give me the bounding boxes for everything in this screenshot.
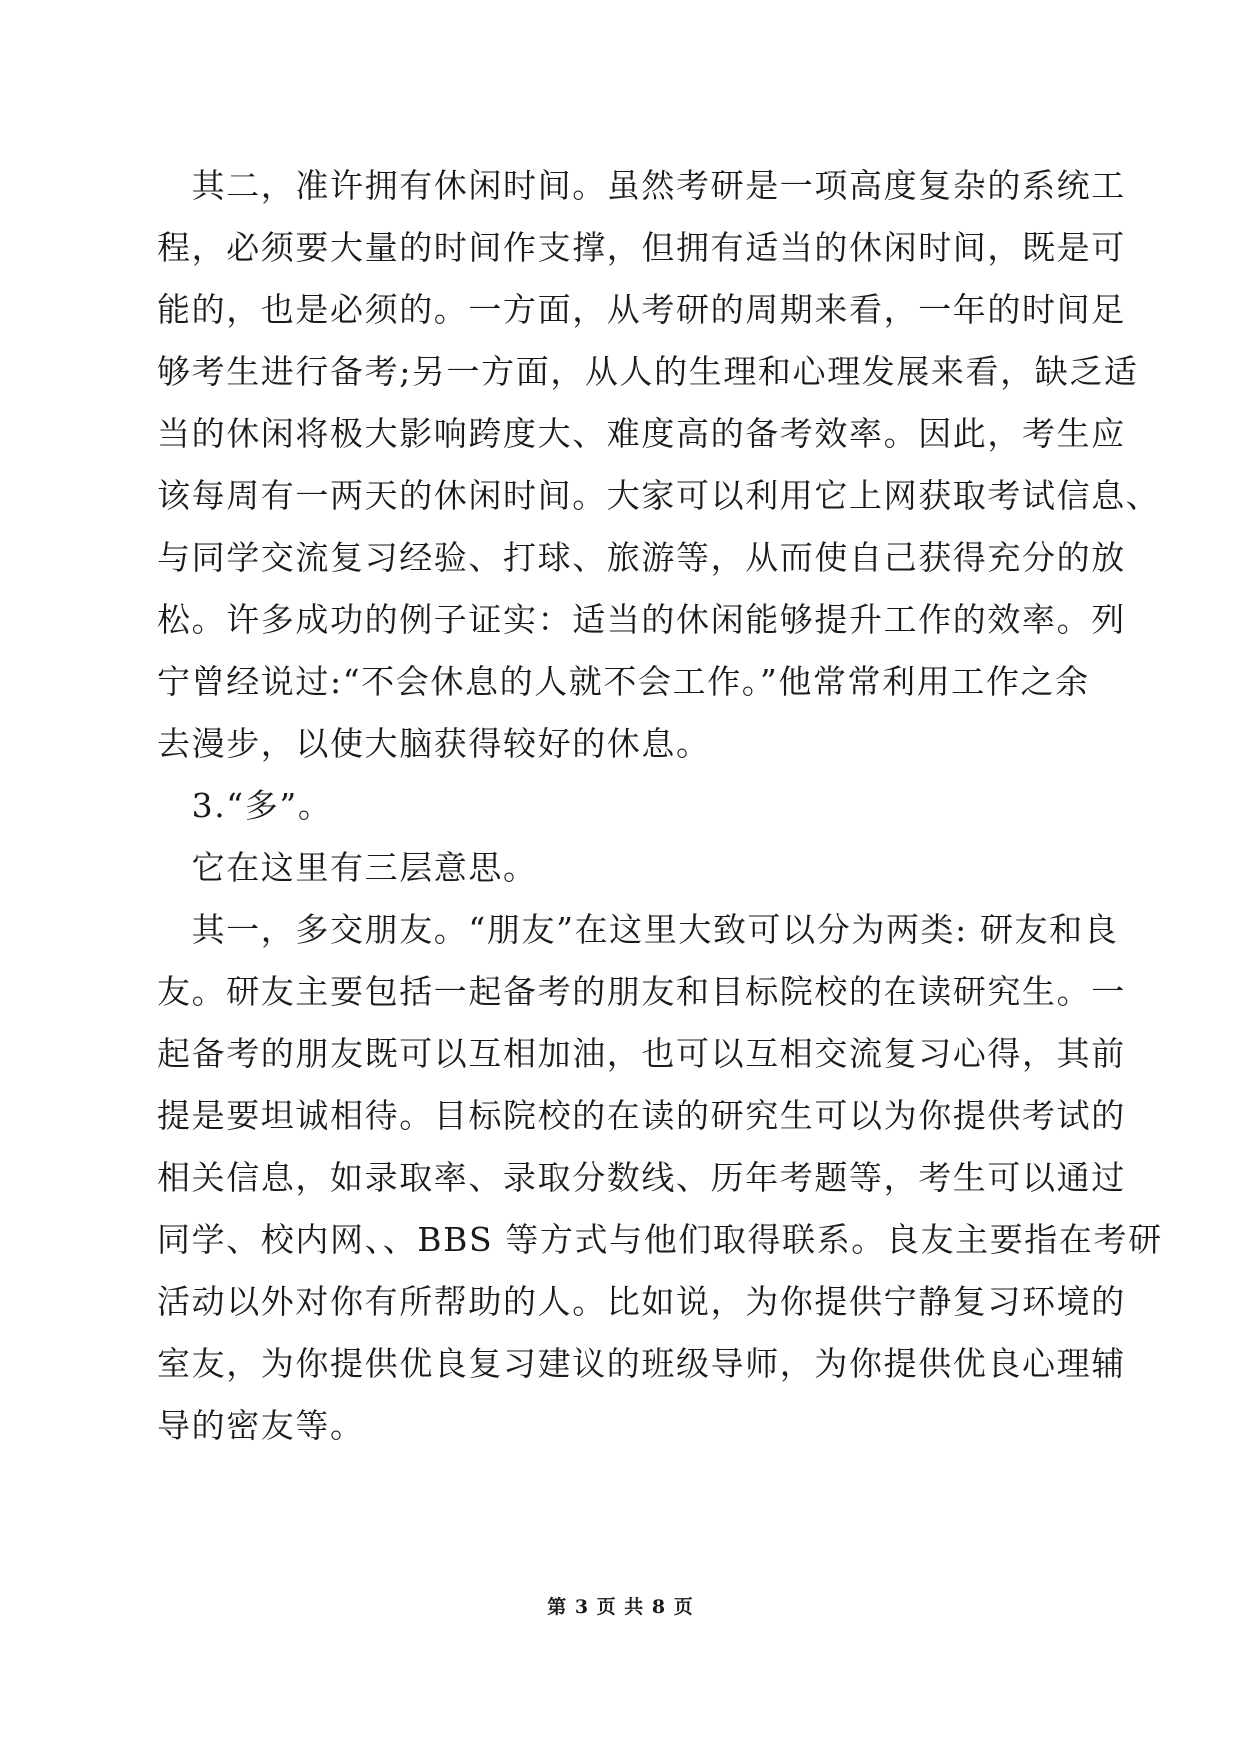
paragraph-line: 它在这里有三层意思。 [157,848,538,887]
paragraph-line: 够考生进行备考;另一方面，从人的生理和心理发展来看，缺乏适 [157,352,1139,391]
paragraph-line: 室友，为你提供优良复习建议的班级导师，为你提供优良心理辅 [157,1344,1126,1383]
section-heading: 3.“多”。 [157,786,333,825]
paragraph-line: 起备考的朋友既可以互相加油，也可以互相交流复习心得，其前 [157,1034,1126,1073]
paragraph-line: 同学、校内网、、BBS 等方式与他们取得联系。良友主要指在考研 [157,1220,1163,1259]
paragraph-line: 与同学交流复习经验、打球、旅游等，从而使自己获得充分的放 [157,538,1126,577]
paragraph-line: 宁曾经说过:“不会休息的人就不会工作。”他常常利用工作之余 [157,662,1090,701]
paragraph-line: 导的密友等。 [157,1406,365,1445]
paragraph-line: 其一，多交朋友。“朋友”在这里大致可以分为两类: 研友和良 [157,910,1119,949]
paragraph-line: 友。研友主要包括一起备考的朋友和目标院校的在读研究生。一 [157,972,1126,1011]
paragraph-line: 松。许多成功的例子证实：适当的休闲能够提升工作的效率。列 [157,600,1126,639]
paragraph-line: 提是要坦诚相待。目标院校的在读的研究生可以为你提供考试的 [157,1096,1126,1135]
paragraph-line: 程，必须要大量的时间作支撑，但拥有适当的休闲时间，既是可 [157,228,1126,267]
paragraph-line: 能的，也是必须的。一方面，从考研的周期来看，一年的时间足 [157,290,1126,329]
paragraph-line: 去漫步，以使大脑获得较好的休息。 [157,724,711,763]
paragraph-line: 相关信息，如录取率、录取分数线、历年考题等，考生可以通过 [157,1158,1126,1197]
paragraph-line: 活动以外对你有所帮助的人。比如说，为你提供宁静复习环境的 [157,1282,1126,1321]
paragraph-line: 当的休闲将极大影响跨度大、难度高的备考效率。因此，考生应 [157,414,1126,453]
paragraph-line: 该每周有一两天的休闲时间。大家可以利用它上网获取考试信息、 [157,476,1161,515]
page-number-footer: 第 3 页 共 8 页 [547,1596,694,1618]
paragraph-line: 其二，准许拥有休闲时间。虽然考研是一项高度复杂的系统工 [157,166,1126,205]
